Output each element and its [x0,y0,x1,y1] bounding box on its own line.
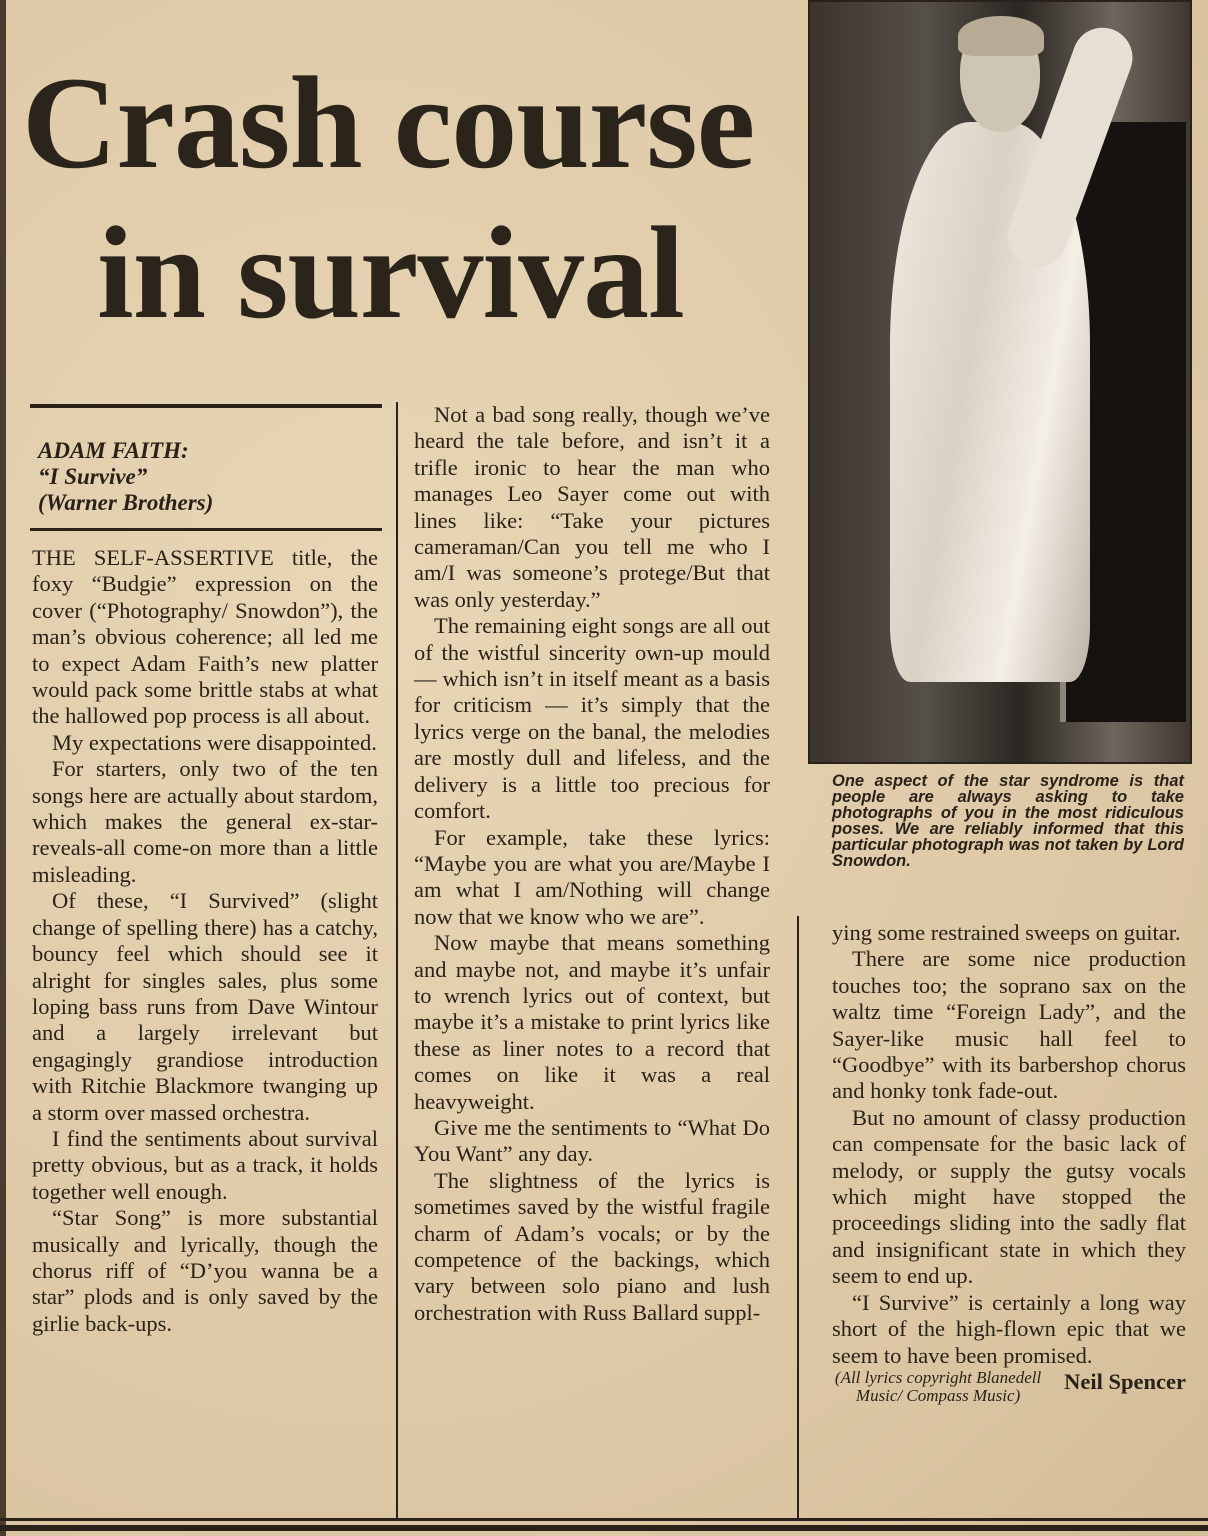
review-title: “I Survive” [38,464,148,489]
lead-in: THE SELF-ASSERTIVE [32,545,274,570]
paragraph-text: “I Survive” is certainly a long way short of the high-flown epic that we seem to have been promised. [832,1289,1186,1368]
lyrics-credit: (All lyrics copyright Blanedell Music/ Compass Music) [834,1367,1042,1405]
paragraph: Give me the sentiments to “What Do You Want” any day. [414,1114,770,1167]
photo-caption: One aspect of the star syndrome is that people are always asking to take photographs of you in the most ridiculous poses. We are reliably informed that this particular photograph was not taken by Lord Snowdon. [832,772,1184,870]
review-label: (Warner Brothers) [38,490,214,515]
paragraph-text: title, the foxy “Budgie” expression on the cover (“Photography/ Snowdon”), the man’s obvious coherence; all led me to expect Adam Faith’s new platter would pack some brittle stabs at what the hallowed pop process is all about. [32,545,378,729]
paragraph: I find the sentiments about survival pretty obvious, but as a track, it holds together well enough. [32,1125,378,1204]
photo-hair [958,16,1044,56]
column-rule [797,916,799,1520]
headline-line-2: in survival [97,199,684,346]
author-name: Neil Spencer [1064,1368,1186,1394]
bottom-rule [0,1525,1208,1531]
paragraph: For starters, only two of the ten songs here are actually about stardom, which makes the general ex-star-reveals-all come-on more than a little misleading. [32,756,378,887]
bottom-rule [0,1518,1208,1521]
divider [30,528,382,531]
paragraph: But no amount of classy production can compensate for the basic lack of melody, or supply the gutsy vocals which might have stopped the proceedings sliding into the sadly flat and insignificant state in which they seem to end up. [832,1104,1186,1289]
article-column-2 [414,402,770,1326]
review-artist: ADAM FAITH: [38,438,189,463]
article-column-1 [32,545,378,1337]
paragraph: There are some nice production touches too; the soprano sax on the waltz time “Foreign Lady”, and the Sayer-like music hall feel to “Goodbye” with its barbershop chorus and honky tonk fade-out. [832,946,1186,1104]
review-header [30,404,382,531]
paragraph [32,545,378,730]
paragraph: “Star Song” is more substantial musically and lyrically, though the chorus riff of “D’you wanna be a star” plods and is only saved by the girlie back-ups. [32,1205,378,1336]
headline [22,48,802,348]
page-edge [0,0,6,1536]
column-rule [396,402,398,1520]
paragraph: The remaining eight songs are all out of the wistful sincerity own-up mould — which isn’t in itself meant as a basis for criticism — it’s simply that the lyrics verge on the banal, the melodies are mostly dull and lifeless, and the delivery is a little too precious for comfort. [414,613,770,824]
paragraph: The slightness of the lyrics is sometimes saved by the wistful fragile charm of Adam’s vocals; or by the competence of the backings, which vary between solo piano and lush orchestration with Russ Ballard suppl- [414,1167,770,1325]
review-info [30,408,382,522]
paragraph: Of these, “I Survived” (slight change of spelling there) has a catchy, bouncy feel which should see it alright for singles sales, plus some loping bass runs from Dave Wintour and a largely irrelevant but engagingly grandiose introduction with Ritchie Blackmore twanging up a storm over massed orchestra. [32,888,378,1125]
article-column-3 [832,920,1186,1405]
paragraph: ying some restrained sweeps on guitar. [832,920,1181,945]
paragraph: Now maybe that means something and maybe not, and maybe it’s unfair to wrench lyrics out of context, but maybe it’s a mistake to print lyrics like these as liner notes to a record that comes on like it was a real heavyweight. [414,930,770,1114]
paragraph: My expectations were disappointed. [52,729,377,755]
paragraph: For example, take these lyrics: “Maybe you are what you are/Maybe I am what I am/Nothing will change now that we know who we are”. [414,824,770,929]
photo-adam-faith [808,0,1192,764]
headline-line-1: Crash course [22,49,755,196]
paragraph: Not a bad song really, though we’ve heard the tale before, and isn’t it a trifle ironic to hear the man who manages Leo Sayer come out with lines like: “Take your pictures cameraman/Can you tell me who I am/I was someone’s protege/But that was only yesterday.” [414,402,770,612]
